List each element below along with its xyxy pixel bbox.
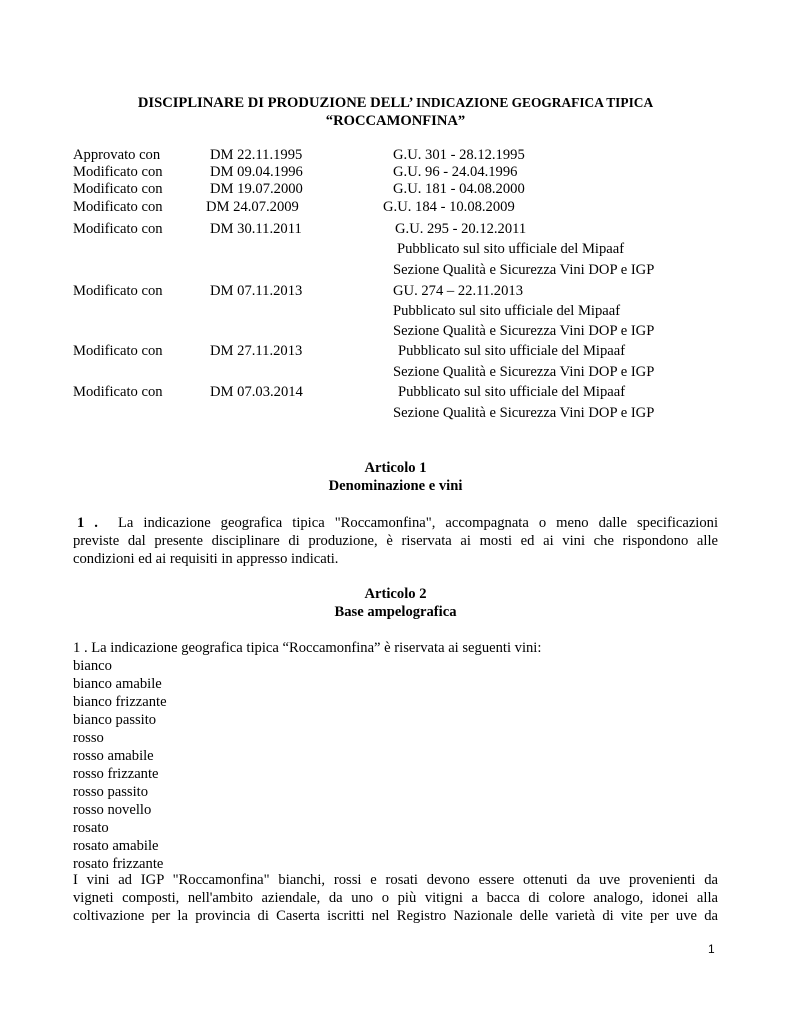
paragraph-line: I vini ad IGP "Roccamonfina" bianchi, rossi e rosati devono essere ottenuti da uve provenienti da (73, 872, 718, 888)
article-1-heading: Articolo 1 Denominazione e vini (328, 460, 463, 494)
paragraph-line: 1 . La indicazione geografica tipica "Roccamonfina", accompagnata o meno dalle specificazioni (77, 515, 719, 531)
approval-row: Approvato con DM 22.11.1995 G.U. 301 - 28.12.1995 (73, 147, 525, 163)
approval-row: Modificato con DM 27.11.2013 Pubblicato sul sito ufficiale del Mipaaf (73, 343, 626, 359)
approval-row: Modificato con DM 19.07.2000 G.U. 181 - 04.08.2000 (73, 181, 525, 197)
approval-row: Modificato con DM 07.11.2013 GU. 274 – 22.11.2013 (73, 283, 523, 299)
article-2-heading: Articolo 2 Base ampelografica (334, 586, 457, 620)
title-line-2: “ROCCAMONFINA” (325, 113, 466, 129)
page-number: 1 (708, 942, 715, 956)
article-2-paragraph (73, 871, 718, 925)
approval-row-cont: Pubblicato sul sito ufficiale del Mipaaf (397, 241, 625, 257)
list-item: bianco amabile (73, 676, 162, 692)
approval-row: Modificato con DM 30.11.2011 G.U. 295 - 20.12.2011 (73, 221, 527, 237)
approval-row: Modificato con DM 07.03.2014 Pubblicato sul sito ufficiale del Mipaaf (73, 384, 626, 400)
list-item: bianco passito (73, 712, 157, 728)
document-title (73, 94, 718, 130)
article-1-paragraph (73, 514, 718, 568)
paragraph-line: vigneti composti, nell'ambito aziendale, da uno o più vitigni a bacca di colore analogo, idonei alla (73, 890, 718, 906)
approval-row-cont: Sezione Qualità e Sicurezza Vini DOP e IGP (393, 262, 655, 278)
list-item: bianco (73, 658, 112, 674)
approval-row-cont: Sezione Qualità e Sicurezza Vini DOP e IGP (393, 364, 655, 380)
approval-row-cont: Pubblicato sul sito ufficiale del Mipaaf (393, 303, 621, 319)
list-item: rosso frizzante (73, 766, 159, 782)
paragraph-line: previste dal presente disciplinare di produzione, è riservata ai mosti ed ai vini che rispondono alle (73, 533, 718, 549)
approval-row-cont: Sezione Qualità e Sicurezza Vini DOP e IGP (393, 405, 655, 421)
list-item: rosato frizzante (73, 856, 164, 872)
list-item: rosso novello (73, 802, 152, 818)
paragraph-line: coltivazione per la provincia di Caserta iscritti nel Registro Nazionale delle varietà di vite per uve da (73, 908, 718, 924)
list-item: bianco frizzante (73, 694, 167, 710)
list-item: rosso passito (73, 784, 148, 800)
list-item: rosso amabile (73, 748, 154, 764)
approval-row-cont: Sezione Qualità e Sicurezza Vini DOP e IGP (393, 323, 655, 339)
approval-row: Modificato con DM 24.07.2009 G.U. 184 - 10.08.2009 (73, 199, 515, 215)
list-item: rosso (73, 730, 104, 746)
paragraph-line: condizioni ed ai requisiti in appresso indicati. (73, 551, 339, 567)
title-line-1: DISCIPLINARE DI PRODUZIONE DELL’ INDICAZIONE GEOGRAFICA TIPICA (137, 95, 654, 111)
list-item: rosato (73, 820, 109, 836)
wine-list (73, 657, 167, 873)
article-2-intro: 1 . La indicazione geografica tipica “Roccamonfina” è riservata ai seguenti vini: (73, 640, 542, 656)
list-item: rosato amabile (73, 838, 159, 854)
approval-row: Modificato con DM 09.04.1996 G.U. 96 - 24.04.1996 (73, 164, 518, 180)
